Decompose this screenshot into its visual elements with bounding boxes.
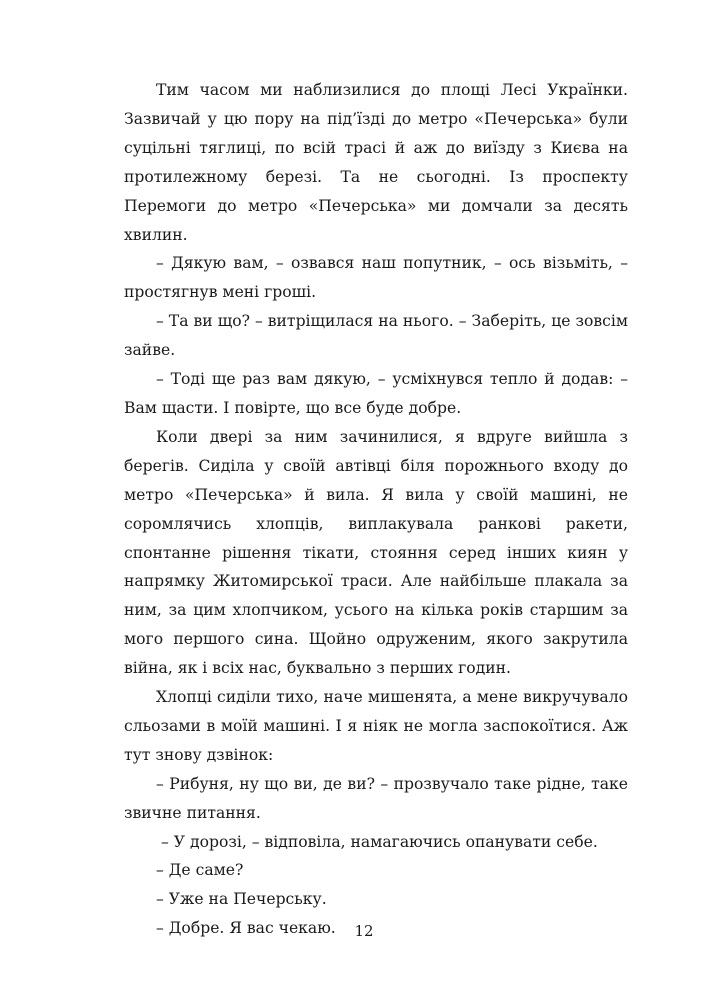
- paragraph-10: – Уже на Печерську.: [156, 890, 327, 909]
- paragraph-5: Коли двері за ним зачинилися, я вдруге вийшла з берегів. Сиділа у своїй автівці біля порожнього входу до метро «Печерська» й вила. Я вила у своїй машині, не соромлячись хлопців, виплакувала ранкові ракети, спонтанне рішення тікати, стояння серед інших киян у напрямку Житомирської траси. Але найбільше плакала за ним, за цим хлопчиком, усього на кілька років старшим за мого першого сина. Щойно одруженим, якого закрутила війна, як і всіх нас, буквально з перших годин.: [124, 427, 628, 678]
- page-number: 12: [354, 922, 374, 940]
- paragraph-11: – Добре. Я вас чекаю.: [156, 919, 336, 938]
- body-text: [124, 76, 628, 943]
- paragraph-3: – Та ви що? – витріщилася на нього. – Заберіть, це зовсім зайве.: [124, 312, 628, 360]
- paragraph-2: – Дякую вам, – озвався наш попутник, – ось візьміть, – простягнув мені гроші.: [124, 254, 628, 302]
- paragraph-6: Хлопці сиділи тихо, наче мишенята, а мене викручувало сльозами в моїй машині. І я ніяк не могла заспокоїтися. Аж тут знову дзвінок:: [124, 688, 628, 764]
- paragraph-4: – Тоді ще раз вам дякую, – усміхнувся тепло й додав: – Вам щасти. І повірте, що все буде добре.: [124, 370, 628, 417]
- paragraph-9: – Де саме?: [156, 861, 244, 880]
- paragraph-8: – У дорозі, – відповіла, намагаючись опанувати себе.: [161, 832, 598, 851]
- paragraph-7: – Рибуня, ну що ви, де ви? – прозвучало таке рідне, таке звичне питання.: [124, 774, 628, 822]
- paragraph-1: Тим часом ми наблизилися до площі Лесі Українки. Зазвичай у цю пору на під’їзді до метро «Печерська» були суцільні тяглиці, по всій трасі й аж до виїзду з Києва на протилежному березі. Та не сьогодні. Із проспекту Перемоги до метро «Печерська» ми домчали за десять хвилин.: [124, 81, 628, 244]
